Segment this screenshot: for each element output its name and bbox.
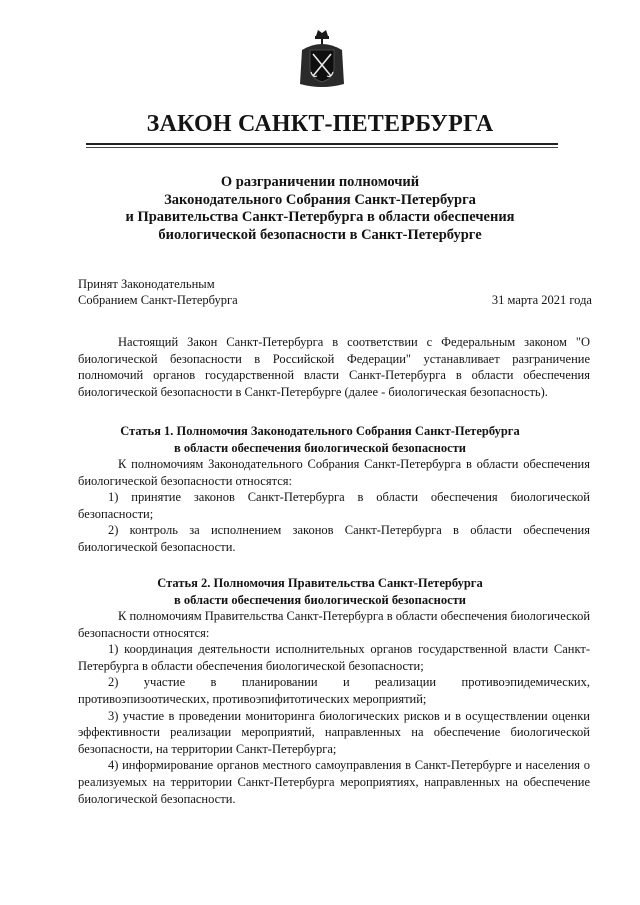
law-title: ЗАКОН САНКТ-ПЕТЕРБУРГА xyxy=(146,111,494,137)
article-2-item: 3) участие в проведении мониторинга биологических рисков и в осуществлении оценки эффективности реализации мероприятий, направленных на обеспечение биологической безопасности, на территории Санкт-Петербурга; xyxy=(78,708,590,756)
title-underline-thin xyxy=(86,147,558,148)
title-underline xyxy=(86,143,558,145)
article-2-item: 4) информирование органов местного самоуправления в Санкт-Петербурге и населения о реализуемых на территории Санкт-Петербурга мероприятиях, направленных на обеспечение биологической безопасности. xyxy=(78,758,590,806)
article-1-body xyxy=(78,456,590,556)
preamble-text: Настоящий Закон Санкт-Петербурга в соответствии с Федеральным законом "О биологической безопасности в Российской Федерации" устанавливает разграничение полномочий органов государственной власти Санкт-Петербурга в области обеспечения биологической безопасности в Санкт-Петербурге (далее - биологическая безопасность). xyxy=(78,335,590,399)
article-2-title: Статья 2. Полномочия Правительства Санкт-Петербурга в области обеспечения биологической безопасности xyxy=(157,576,483,607)
adoption-date: 31 марта 2021 года xyxy=(491,293,592,307)
article-2-item: 1) координация деятельности исполнительных органов государственной власти Санкт-Петербурга в области обеспечения биологической безопасности; xyxy=(78,642,590,673)
article-2-item: 2) участие в планировании и реализации противоэпидемических, противоэпизоотических, противоэпифитотических мероприятий; xyxy=(78,675,590,706)
article-2-lead: К полномочиям Правительства Санкт-Петербурга в области обеспечения биологической безопасности относятся: xyxy=(78,609,591,640)
article-1-item: 1) принятие законов Санкт-Петербурга в области обеспечения биологической безопасности; xyxy=(78,490,590,521)
adoption-note: Принят Законодательным Собранием Санкт-Петербурга xyxy=(78,277,238,307)
preamble xyxy=(78,334,590,400)
coat-of-arms-icon xyxy=(296,28,348,90)
article-1-item: 2) контроль за исполнением законов Санкт-Петербурга в области обеспечения биологической безопасности. xyxy=(78,523,590,554)
article-1-title: Статья 1. Полномочия Законодательного Собрания Санкт-Петербурга в области обеспечения биологической безопасности xyxy=(120,424,520,455)
law-heading: О разграничении полномочий Законодательного Собрания Санкт-Петербурга и Правительства Санкт-Петербурга в области обеспечения биологической безопасности в Санкт-Петербурге xyxy=(125,174,515,243)
article-2-body xyxy=(78,608,590,807)
article-1-lead: К полномочиям Законодательного Собрания Санкт-Петербурга в области обеспечения биологической безопасности относятся: xyxy=(78,457,590,488)
